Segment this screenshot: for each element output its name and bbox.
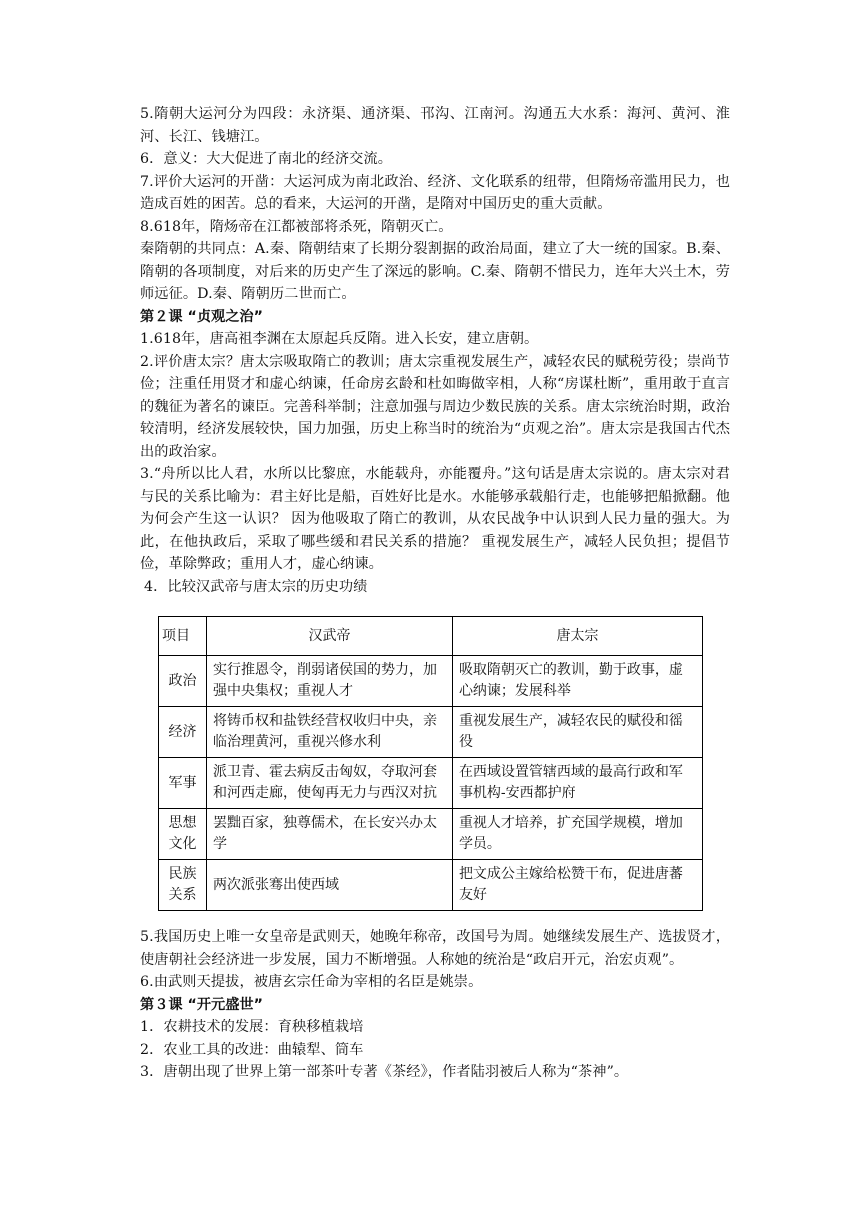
table-cell: 在西域设置管辖西域的最高行政和军事机构-安西都护府 (452, 758, 702, 809)
paragraph-wu-zetian: 5.我国历史上唯一女皇帝是武则天，她晚年称帝，改国号为周。她继续发展生产、选拔贤才，使唐朝社会经济进一步发展，国力不断增强。人称她的统治是“政启开元，治宏贞观”。 (140, 929, 730, 968)
paragraph-yao-chong: 6.由武则天提拔，被唐玄宗任命为宰相的名臣是姚崇。 (140, 974, 483, 990)
table-header-cell: 唐太宗 (452, 617, 702, 656)
lesson2-title: 第２课 “贞观之治” (140, 308, 263, 325)
table-row (159, 656, 703, 707)
paragraph-canal-evaluation: 7.评价大运河的开凿：大运河成为南北政治、经济、文化联系的纽带，但隋炀帝滥用民力，也造成百姓的困苦。总的看来，大运河的开凿，是隋对中国历史的重大贡献。 (140, 173, 730, 212)
paragraph-canal-significance: 6．意义：大大促进了南北的经济交流。 (140, 151, 393, 167)
table-cell: 思想文化 (159, 809, 207, 860)
table-cell: 把文成公主嫁给松赞干布，促进唐蕃友好 (452, 860, 702, 911)
table-row (159, 809, 703, 860)
table-cell: 重视人才培养，扩充国学规模，增加学员。 (452, 809, 702, 860)
table-cell: 两次派张骞出使西域 (206, 860, 452, 911)
comparison-table (158, 616, 703, 911)
table-header-row (159, 617, 703, 656)
table-cell: 吸取隋朝灭亡的教训，勤于政事，虚心纳谏；发展科举 (452, 656, 702, 707)
table-header-cell: 项目 (159, 617, 207, 656)
table-cell: 民族关系 (159, 860, 207, 911)
table-cell: 罢黜百家，独尊儒术，在长安兴办太学 (206, 809, 452, 860)
paragraph-comparison-heading: 4．比较汉武帝与唐太宗的历史功绩 (144, 578, 368, 595)
table-cell: 军事 (159, 758, 207, 809)
paragraph-grand-canal-sections: 5.隋朝大运河分为四段：永济渠、通济渠、邗沟、江南河。沟通五大水系：海河、黄河、淮河、长江、钱塘江。 (140, 106, 730, 145)
table-cell: 将铸币权和盐铁经营权收归中央，亲临治理黄河，重视兴修水利 (206, 707, 452, 758)
paragraph-farming-technique: 1．农耕技术的发展：育秧移植栽培 (140, 1019, 364, 1035)
table-header-cell: 汉武帝 (206, 617, 452, 656)
paragraph-taizong-evaluation: 2.评价唐太宗？唐太宗吸取隋亡的教训；唐太宗重视发展生产，减轻农民的赋税劳役；崇尚节俭；注重任用贤才和虚心纳谏，任命房玄龄和杜如晦做宰相，人称“房谋杜断”，重用敢于直言的魏征为著名的谏臣。完善科举制；注意加强与周边少数民族的关系。唐太宗统治时期，政治较清明，经济发展较快，国力加强，历史上称当时的统治为“贞观之治”。唐太宗是我国古代杰出的政治家。 (140, 353, 730, 460)
paragraph-tea-classic: 3．唐朝出现了世界上第一部茶叶专著《茶经》，作者陆羽被后人称为“茶神”。 (140, 1064, 629, 1080)
paragraph-tang-founding: 1.618年，唐高祖李渊在太原起兵反隋。进入长安，建立唐朝。 (140, 331, 539, 347)
table-cell: 经济 (159, 707, 207, 758)
table-cell: 派卫青、霍去病反击匈奴，夺取河套和河西走廊，使匈再无力与西汉对抗 (206, 758, 452, 809)
table-row (159, 860, 703, 911)
paragraph-boat-water-quote: 3.“舟所以比人君，水所以比黎庶，水能载舟，亦能覆舟。”这句话是唐太宗说的。唐太宗对君与民的关系比喻为：君主好比是船，百姓好比是水。水能够承载船行走，也能够把船掀翻。他为何会产生这一认识？ 因为他吸取了隋亡的教训，从农民战争中认识到人民力量的强大。为此，在他执政后，采取了哪些缓和君民关系的措施？ 重视发展生产，减轻人民负担；提倡节俭，革除弊政；重用人才，虚心纳谏。 (140, 466, 730, 572)
table-cell: 政治 (159, 656, 207, 707)
lesson3-title: 第３课 “开元盛世” (140, 996, 263, 1013)
document-page (140, 103, 730, 1084)
table-cell: 重视发展生产，减轻农民的赋役和徭役 (452, 707, 702, 758)
paragraph-farming-tools: 2．农业工具的改进：曲辕犁、筒车 (140, 1041, 364, 1058)
table-row (159, 707, 703, 758)
table-row (159, 758, 703, 809)
paragraph-qin-sui-common: 秦隋朝的共同点：A.秦、隋朝结束了长期分裂割据的政治局面，建立了大一统的国家。B.秦、隋朝的各项制度，对后来的历史产生了深远的影响。C.秦、隋朝不惜民力，连年大兴土木，劳师远征。D.秦、隋朝历二世而亡。 (140, 241, 730, 302)
paragraph-sui-fall: 8.618年，隋炀帝在江都被部将杀死，隋朝灭亡。 (140, 218, 453, 235)
table-cell: 实行推恩令，削弱诸侯国的势力，加强中央集权；重视人才 (206, 656, 452, 707)
